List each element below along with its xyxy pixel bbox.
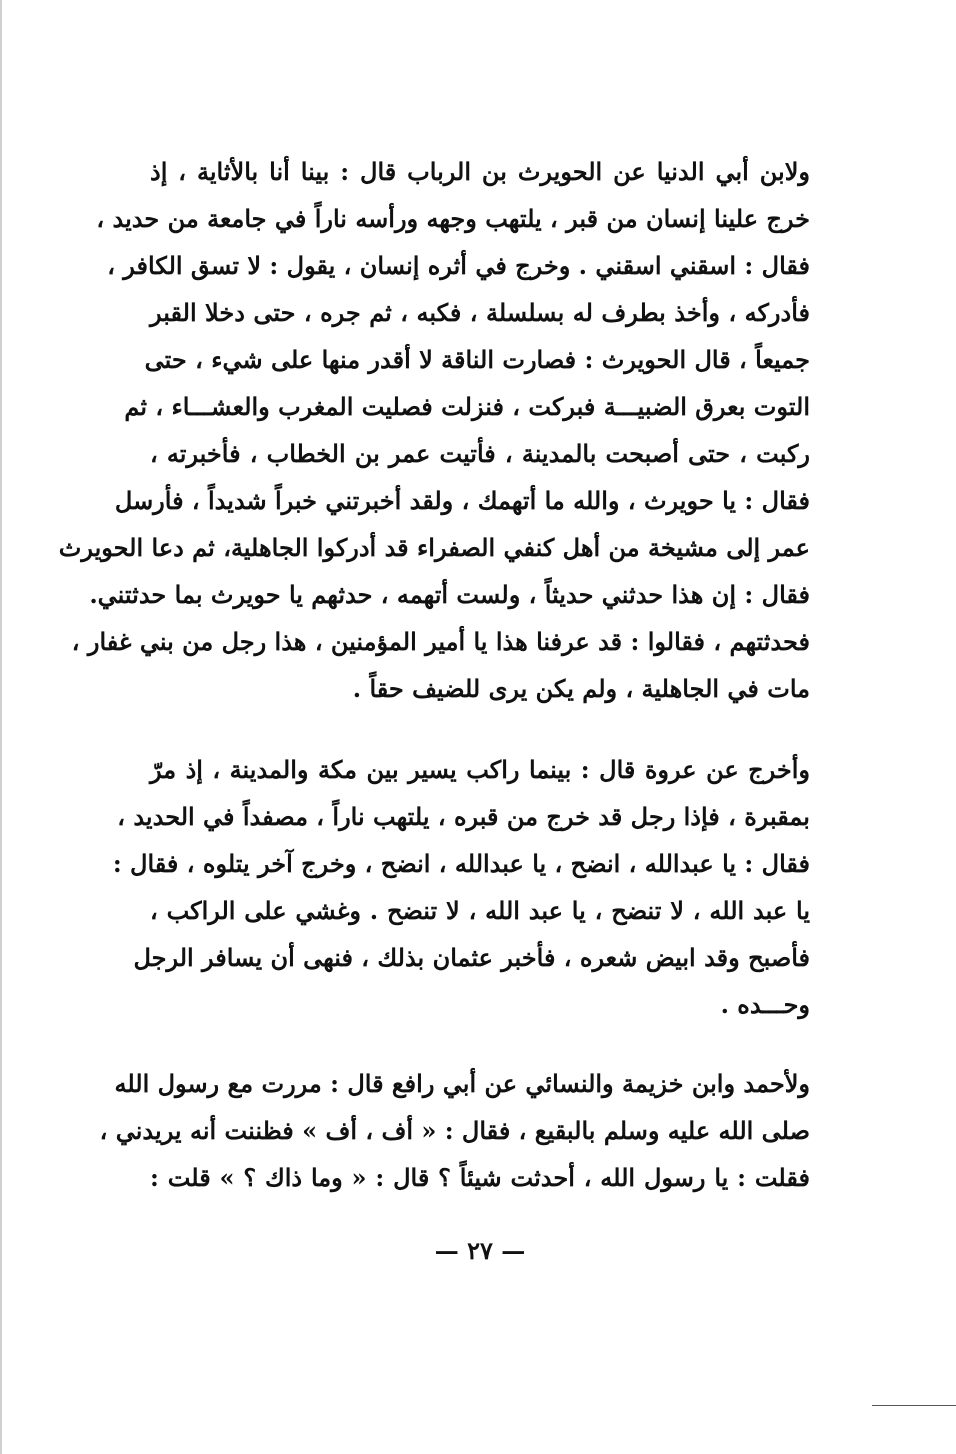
text-line: فقال : يا عبدالله ، انضح ، يا عبدالله ، انضح ، وخرج آخر يتلوه ، فقال : [112,849,810,878]
page-edge-shadow [0,0,2,1454]
bottom-rule [872,1405,956,1406]
text-line: ولابن أبي الدنيا عن الحويرث بن الرباب قال : بينا أنا بالأثاية ، إذ [150,157,810,186]
text-line: ركبت ، حتى أصبحت بالمدينة ، فأتيت عمر بن الخطاب ، فأخبرته ، [150,439,810,468]
text-line: وحـــده . [720,990,810,1019]
text-line: عمر إلى مشيخة من أهل كنفي الصفراء قد أدركوا الجاهلية، ثم دعا الحويرث [58,533,810,562]
paragraph-1 [58,148,810,712]
text-line: فحدثتهم ، فقالوا : قد عرفنا هذا يا أمير المؤمنين ، هذا رجل من بني غفار ، [71,627,810,656]
text-line: وأخرج عن عروة قال : بينما راكب يسير بين مكة والمدينة ، إذ مرّ [150,755,810,784]
text-line: بمقبرة ، فإذا رجل قد خرج من قبره ، يلتهب ناراً ، مصفداً في الحديد ، [117,802,810,831]
text-line: التوت بعرق الضبيـــة فبركت ، فنزلت فصليت المغرب والعشـــاء ، ثم [124,392,810,421]
text-line: فأدركه ، وأخذ بطرف له بسلسلة ، فكبه ، ثم جره ، حتى دخلا القبر [150,298,810,327]
text-line: فقلت : يا رسول الله ، أحدثت شيئاً ؟ قال : « وما ذاك ؟ » قلت : [150,1163,810,1192]
text-line: يا عبد الله ، لا تنضح ، يا عبد الله ، لا تنضح . وغشي على الراكب ، [150,896,810,925]
paragraph-3 [99,1060,810,1201]
text-line: جميعاً ، قال الحويرث : فصارت الناقة لا أقدر منها على شيء ، حتى [144,345,810,374]
text-line: ولأحمد وابن خزيمة والنسائي عن أبي رافع قال : مررت مع رسول الله [114,1069,810,1098]
text-line: مات في الجاهلية ، ولم يكن يرى للضيف حقاً . [352,674,810,703]
page-number: — ٢٧ — [434,1236,526,1265]
text-line: فقال : إن هذا حدثني حديثاً ، ولست أتهمه ، حدثهم يا حويرث بما حدثتني. [89,580,810,609]
text-line: فقال : يا حويرث ، والله ما أتهمك ، ولقد أخبرتني خبراً شديداً ، فأرسل [114,486,810,515]
text-line: صلى الله عليه وسلم بالبقيع ، فقال : « أف ، أف » فظننت أنه يريدني ، [99,1116,810,1145]
text-line: فأصبح وقد ابيض شعره ، فأخبر عثمان بذلك ، فنهى أن يسافر الرجل [133,943,810,972]
text-line: خرج علينا إنسان من قبر ، يلتهب وجهه ورأسه ناراً في جامعة من حديد ، [96,204,810,233]
text-line: فقال : اسقني اسقني . وخرج في أثره إنسان ، يقول : لا تسق الكافر ، [107,251,810,280]
paragraph-2 [112,746,810,1028]
